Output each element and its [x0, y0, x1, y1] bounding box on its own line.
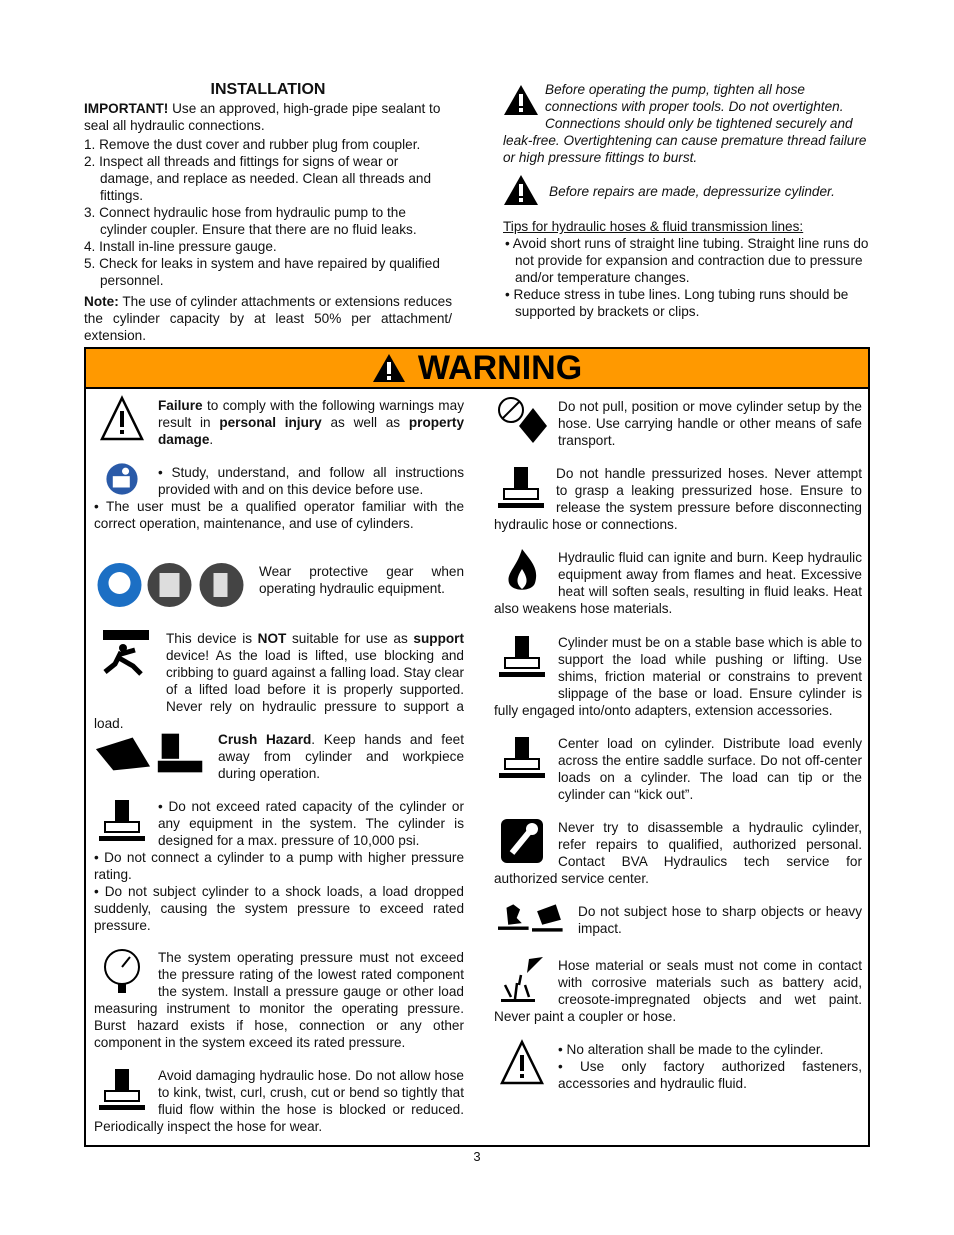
- warning-text-segment: .: [209, 432, 214, 447]
- warning-text-segment: • Study, understand, and follow all instructions provided with and on this device before use.: [158, 465, 464, 497]
- warning-text-segment: device! As the load is lifted, use blocking and cribbing to guard against a falling load. Stay clear of a lifted load before it is properly supported. Never rely on hydraulic pressure to support a load.: [94, 648, 464, 731]
- warning-item: [94, 464, 464, 532]
- warning-item: [494, 1041, 862, 1092]
- tips-title: Tips for hydraulic hoses & fluid transmission lines:: [503, 219, 804, 234]
- tip-item: • Reduce stress in tube lines. Long tubing runs should be supported by brackets or clips.: [505, 287, 849, 319]
- read-manual-icon: [94, 462, 150, 496]
- warning-item: [94, 731, 464, 783]
- caution-depressurize-text: Before repairs are made, depressurize cylinder.: [549, 184, 835, 199]
- leaking-hose-icon: [494, 463, 548, 511]
- warning-text-segment: Hydraulic fluid can ignite and burn. Keep hydraulic equipment away from flames and heat. Excessive heat will soften seals, resulting in fluid leaks. Heat also weakens hose materials.: [494, 550, 862, 616]
- step: 4. Install in-line pressure gauge.: [84, 239, 277, 254]
- important-text: Use an approved, high-grade pipe sealant to seal all hydraulic connections.: [84, 101, 441, 133]
- warning-triangle-icon: [372, 353, 406, 383]
- warning-text-segment: The system operating pressure must not exceed the pressure rating of the lowest rated component the system. Install a pressure gauge or other load measuring instrument to monitor the operating pressure. Burst hazard exists if hose, connection or any other component in the system exceed its rated pressure.: [94, 950, 464, 1050]
- warning-item: [94, 949, 464, 1051]
- warning-item: [94, 1067, 464, 1135]
- crush-hazard-icon: [94, 729, 210, 777]
- page-number: 3: [473, 1149, 481, 1164]
- note-text: The use of cylinder attachments or extensions reduces the cylinder capacity by at least 50% per attachment/ extension.: [84, 294, 452, 343]
- warning-text-segment: • The user must be a qualified operator familiar with the correct operation, maintenance, and use of cylinders.: [94, 499, 464, 531]
- pressure-gauge-icon: [94, 947, 150, 995]
- warning-item: [94, 397, 464, 449]
- warning-title: WARNING: [417, 348, 583, 387]
- important-label: IMPORTANT!: [84, 101, 169, 116]
- stable-base-icon: [494, 632, 550, 680]
- caution-triangle-icon: [503, 84, 539, 116]
- warning-text-segment: • No alteration shall be made to the cylinder.: [558, 1042, 824, 1057]
- warning-triangle-icon: [494, 1039, 550, 1087]
- warning-text-segment: as well as: [321, 415, 409, 430]
- fire-hazard-icon: [494, 547, 550, 595]
- overpressure-icon: [94, 796, 150, 844]
- tip-item: • Avoid short runs of straight line tubing. Straight line runs do not provide for expansion and contraction due to pressure and/or temperature changes.: [505, 236, 869, 285]
- warning-item: [494, 903, 862, 937]
- sharp-objects-icon: [494, 901, 570, 935]
- warning-text: [94, 498, 464, 532]
- warning-text-segment: . Keep hands and feet away from cylinder and workpiece during operation.: [218, 732, 464, 781]
- warning-text-segment: Center load on cylinder. Distribute load evenly across the entire saddle surface. Do not off-center loads on a cylinder. The load can tip or the cylinder can “kick out”.: [558, 736, 862, 802]
- warning-text-segment: • Do not exceed rated capacity of the cylinder or any equipment in the system. The cylinder is designed for a max. pressure of 10,000 psi.: [158, 799, 464, 848]
- center-load-icon: [494, 733, 550, 781]
- warning-text-bold: NOT: [257, 631, 287, 646]
- warning-text-segment: Cylinder must be on a stable base which is able to support the load while pushing or lifting. Use shims, friction material or constrains to prevent slippage of the base or load. Ensure cylinder is fully engaged into/onto adapters, extension accessories.: [494, 635, 862, 718]
- warning-item: [494, 634, 862, 719]
- warning-item: [494, 549, 862, 617]
- warning-text-bold: Failure: [158, 398, 203, 413]
- note-label: Note:: [84, 294, 119, 309]
- warning-text-segment: Do not pull, position or move cylinder setup by the hose. Use carrying handle or other means of safe transport.: [558, 399, 862, 448]
- warning-text-segment: This device is: [166, 631, 258, 646]
- warning-text-segment: suitable for use as: [286, 631, 414, 646]
- caution-section: [503, 81, 871, 320]
- step: 2. Inspect all threads and fittings for signs of wear or damage, and replace as needed. Clean all threads and fittings.: [84, 154, 432, 203]
- warning-item: [94, 630, 464, 732]
- warning-text-segment: Never try to disassemble a hydraulic cylinder, refer repairs to qualified, authorized personal. Contact BVA Hydraulics tech service for authorized service center.: [494, 820, 862, 886]
- warning-text-segment: to comply with the following warnings may result in: [158, 398, 464, 430]
- warning-text-segment: • Do not connect a cylinder to a pump with higher pressure rating.: [94, 850, 464, 882]
- warning-text: [94, 849, 464, 883]
- caution-tighten-text: Before operating the pump, tighten all hose connections with proper tools. Do not overtighten. Connections should only be tightened securely and leak-free. Overtightening can cause premature thread failure or high pressure fittings to burst.: [503, 82, 867, 165]
- warning-text-bold: support: [413, 631, 464, 646]
- installation-title: INSTALLATION: [210, 81, 326, 98]
- warning-text-segment: • Do not subject cylinder to a shock loads, a load dropped suddenly, causing the system pressure to exceed rated pressure.: [94, 884, 464, 933]
- warning-item: [494, 398, 862, 449]
- step: 5. Check for leaks in system and have repaired by qualified personnel.: [84, 256, 440, 288]
- warning-item: [494, 819, 862, 887]
- warning-text-segment: Do not handle pressurized hoses. Never attempt to grasp a leaking pressurized hose. Ensure to release the system pressure before disconnecting hydraulic hose or connections.: [494, 466, 862, 532]
- warning-text-bold: property damage: [158, 415, 464, 447]
- step: 1. Remove the dust cover and rubber plug from coupler.: [84, 137, 421, 152]
- no-pull-hose-icon: [494, 396, 550, 444]
- step: 3. Connect hydraulic hose from hydraulic pump to the cylinder coupler. Ensure that there are no fluid leaks.: [84, 205, 417, 237]
- warning-text-segment: Avoid damaging hydraulic hose. Do not allow hose to kink, twist, curl, crush, cut or bend so tightly that fluid flow within the hose is blocked or reduced. Periodically inspect the hose for wear.: [94, 1068, 464, 1134]
- falling-load-icon: [94, 628, 158, 676]
- no-disassemble-icon: [494, 817, 550, 865]
- warning-text-bold: Crush Hazard: [218, 732, 312, 747]
- warning-text-segment: Do not subject hose to sharp objects or heavy impact.: [578, 904, 862, 936]
- warning-text: [94, 883, 464, 934]
- warning-item: [94, 563, 464, 615]
- warning-triangle-icon: [94, 395, 150, 443]
- warning-item: [94, 798, 464, 934]
- corrosive-icon: [494, 955, 550, 1003]
- warning-box: [84, 347, 870, 1147]
- warning-header: [86, 349, 868, 389]
- installation-section: [84, 81, 452, 344]
- hose-damage-icon: [94, 1065, 150, 1113]
- warning-text-segment: Hose material or seals must not come in contact with corrosive materials such as battery acid, creosote-impregnated objects and wet paint. Never paint a coupler or hose.: [494, 958, 862, 1024]
- warning-text-bold: personal injury: [219, 415, 322, 430]
- warning-text-segment: Wear protective gear when operating hydraulic equipment.: [259, 564, 464, 596]
- warning-item: [494, 957, 862, 1025]
- protective-gear-icon: [94, 561, 251, 609]
- warning-item: [494, 465, 862, 533]
- installation-steps: [84, 136, 452, 289]
- warning-item: [494, 735, 862, 803]
- warning-text-segment: • Use only factory authorized fasteners, accessories and hydraulic fluid.: [558, 1059, 862, 1091]
- caution-triangle-icon: [503, 174, 539, 206]
